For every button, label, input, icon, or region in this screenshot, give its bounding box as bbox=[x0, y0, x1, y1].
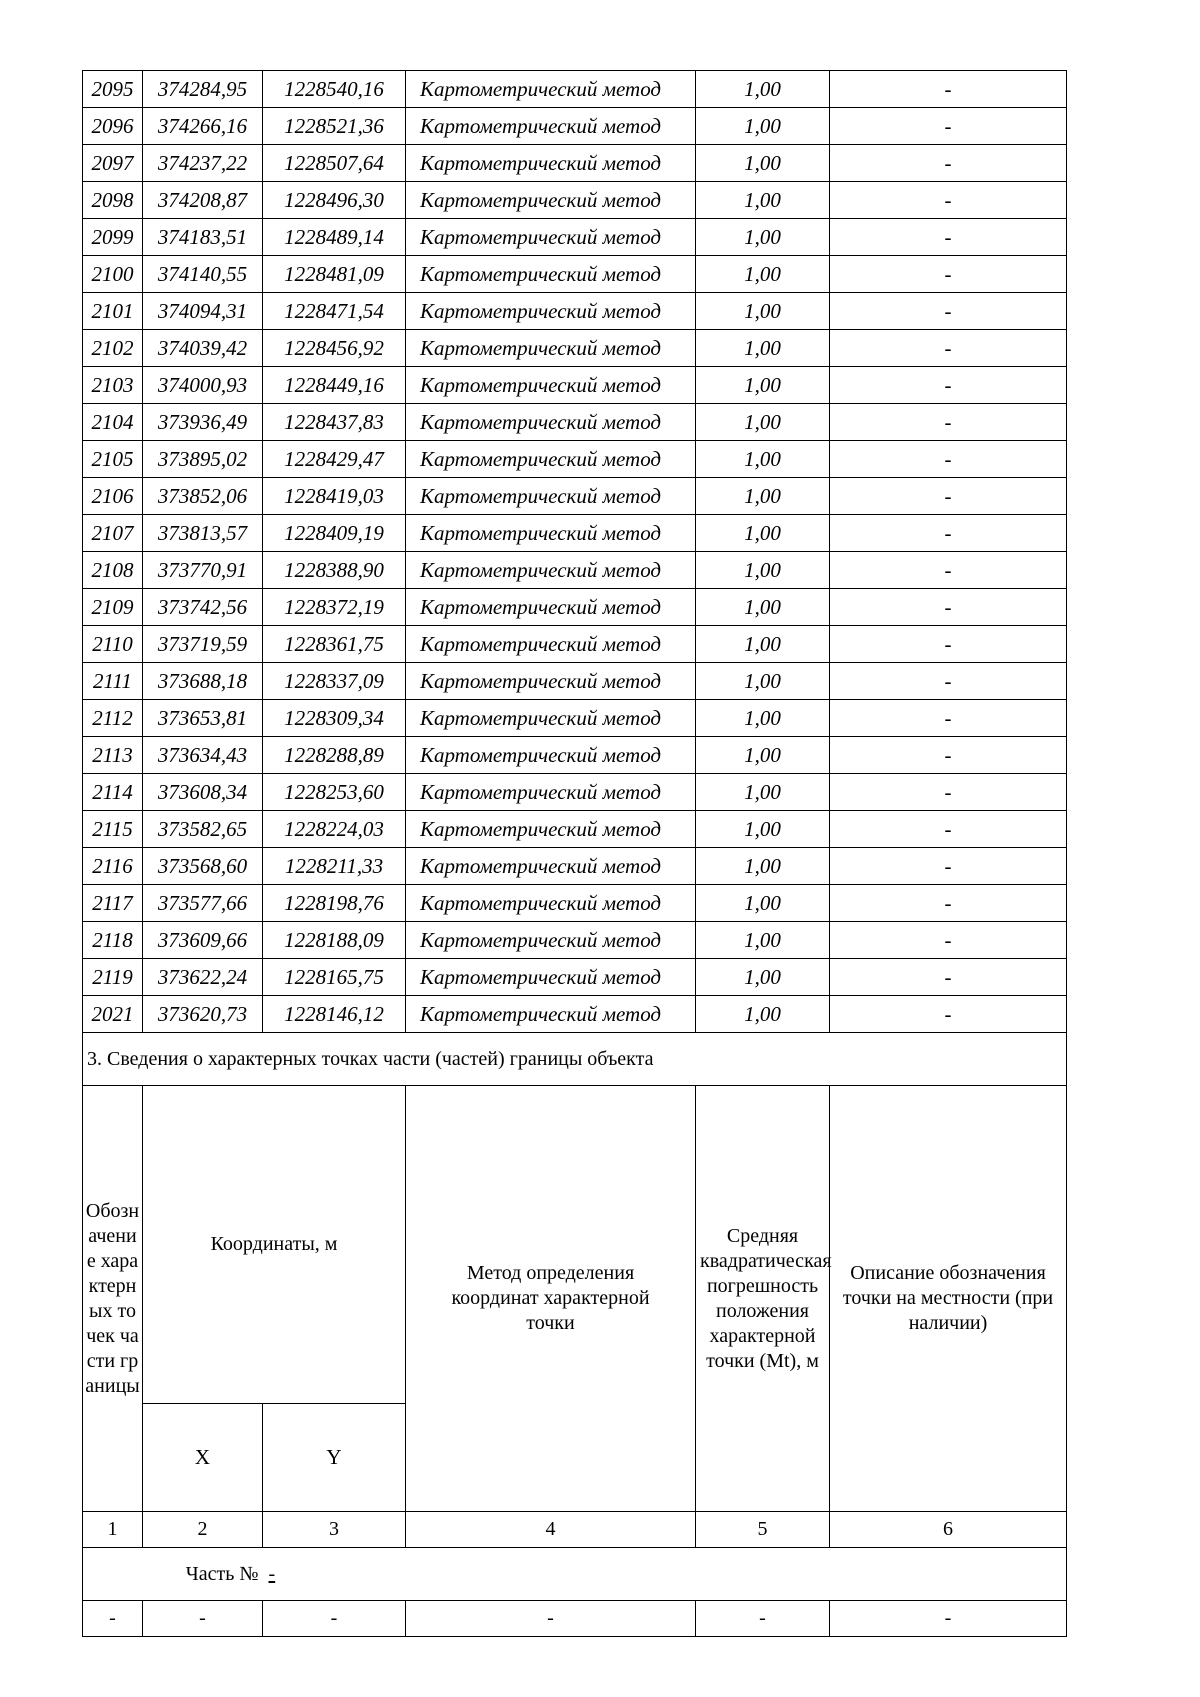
mt-cell: 1,00 bbox=[696, 737, 830, 774]
table-row bbox=[83, 885, 1067, 922]
point-number: 2118 bbox=[83, 922, 143, 959]
coordinates-table bbox=[82, 70, 1067, 1637]
description-cell: - bbox=[830, 848, 1067, 885]
mt-cell: 1,00 bbox=[696, 293, 830, 330]
description-cell: - bbox=[830, 626, 1067, 663]
table-row bbox=[83, 145, 1067, 182]
point-number: 2098 bbox=[83, 182, 143, 219]
description-cell: - bbox=[830, 478, 1067, 515]
coord-x: 374237,22 bbox=[143, 145, 263, 182]
method-cell: Картометрический метод bbox=[406, 404, 696, 441]
method-cell: Картометрический метод bbox=[406, 774, 696, 811]
coord-x: 373577,66 bbox=[143, 885, 263, 922]
coord-y: 1228456,92 bbox=[263, 330, 406, 367]
table-row bbox=[83, 700, 1067, 737]
header-coordinates: Координаты, м bbox=[143, 1086, 406, 1404]
method-cell: Картометрический метод bbox=[406, 552, 696, 589]
header-designation: Обозначение характерных точек части границы bbox=[83, 1086, 143, 1512]
column-number: 2 bbox=[143, 1512, 263, 1548]
table-row bbox=[83, 256, 1067, 293]
table-row bbox=[83, 478, 1067, 515]
point-number: 2115 bbox=[83, 811, 143, 848]
table-row bbox=[83, 441, 1067, 478]
coord-x: 373653,81 bbox=[143, 700, 263, 737]
header-mt: Средняя квадратическая погрешность положения характерной точки (Mt), м bbox=[696, 1086, 830, 1512]
mt-cell: 1,00 bbox=[696, 626, 830, 663]
part-label: Часть № bbox=[83, 1548, 263, 1601]
coord-y: 1228337,09 bbox=[263, 663, 406, 700]
coord-y: 1228481,09 bbox=[263, 256, 406, 293]
coord-x: 373582,65 bbox=[143, 811, 263, 848]
table-row bbox=[83, 589, 1067, 626]
coord-y: 1228449,16 bbox=[263, 367, 406, 404]
point-number: 2116 bbox=[83, 848, 143, 885]
coord-y: 1228361,75 bbox=[263, 626, 406, 663]
method-cell: Картометрический метод bbox=[406, 663, 696, 700]
empty-cell: - bbox=[696, 1601, 830, 1637]
coord-y: 1228253,60 bbox=[263, 774, 406, 811]
mt-cell: 1,00 bbox=[696, 404, 830, 441]
table-row bbox=[83, 182, 1067, 219]
mt-cell: 1,00 bbox=[696, 663, 830, 700]
table-row bbox=[83, 811, 1067, 848]
coord-x: 373608,34 bbox=[143, 774, 263, 811]
table-row bbox=[83, 293, 1067, 330]
coord-y: 1228211,33 bbox=[263, 848, 406, 885]
table-row bbox=[83, 404, 1067, 441]
method-cell: Картометрический метод bbox=[406, 293, 696, 330]
mt-cell: 1,00 bbox=[696, 219, 830, 256]
description-cell: - bbox=[830, 589, 1067, 626]
mt-cell: 1,00 bbox=[696, 996, 830, 1033]
coord-x: 373634,43 bbox=[143, 737, 263, 774]
column-number: 3 bbox=[263, 1512, 406, 1548]
table-row bbox=[83, 108, 1067, 145]
description-cell: - bbox=[830, 293, 1067, 330]
description-cell: - bbox=[830, 441, 1067, 478]
method-cell: Картометрический метод bbox=[406, 626, 696, 663]
column-number: 5 bbox=[696, 1512, 830, 1548]
point-number: 2103 bbox=[83, 367, 143, 404]
table-row bbox=[83, 774, 1067, 811]
mt-cell: 1,00 bbox=[696, 441, 830, 478]
coord-y: 1228521,36 bbox=[263, 108, 406, 145]
mt-cell: 1,00 bbox=[696, 552, 830, 589]
mt-cell: 1,00 bbox=[696, 108, 830, 145]
method-cell: Картометрический метод bbox=[406, 589, 696, 626]
coord-y: 1228471,54 bbox=[263, 293, 406, 330]
method-cell: Картометрический метод bbox=[406, 515, 696, 552]
point-number: 2107 bbox=[83, 515, 143, 552]
point-number: 2108 bbox=[83, 552, 143, 589]
coord-y: 1228165,75 bbox=[263, 959, 406, 996]
method-cell: Картометрический метод bbox=[406, 996, 696, 1033]
description-cell: - bbox=[830, 219, 1067, 256]
mt-cell: 1,00 bbox=[696, 922, 830, 959]
point-number: 2105 bbox=[83, 441, 143, 478]
method-cell: Картометрический метод bbox=[406, 256, 696, 293]
method-cell: Картометрический метод bbox=[406, 922, 696, 959]
point-number: 2106 bbox=[83, 478, 143, 515]
table-row bbox=[83, 515, 1067, 552]
header-method: Метод определения координат характерной точки bbox=[406, 1086, 696, 1512]
description-cell: - bbox=[830, 811, 1067, 848]
point-number: 2100 bbox=[83, 256, 143, 293]
method-cell: Картометрический метод bbox=[406, 811, 696, 848]
coord-y: 1228288,89 bbox=[263, 737, 406, 774]
point-number: 2119 bbox=[83, 959, 143, 996]
description-cell: - bbox=[830, 108, 1067, 145]
coord-x: 374039,42 bbox=[143, 330, 263, 367]
coord-y: 1228198,76 bbox=[263, 885, 406, 922]
coord-x: 374094,31 bbox=[143, 293, 263, 330]
header-x: X bbox=[143, 1404, 263, 1512]
column-number: 4 bbox=[406, 1512, 696, 1548]
point-number: 2113 bbox=[83, 737, 143, 774]
description-cell: - bbox=[830, 71, 1067, 108]
point-number: 2099 bbox=[83, 219, 143, 256]
method-cell: Картометрический метод bbox=[406, 108, 696, 145]
point-number: 2095 bbox=[83, 71, 143, 108]
point-number: 2109 bbox=[83, 589, 143, 626]
table-row bbox=[83, 737, 1067, 774]
coord-y: 1228507,64 bbox=[263, 145, 406, 182]
mt-cell: 1,00 bbox=[696, 515, 830, 552]
coord-y: 1228224,03 bbox=[263, 811, 406, 848]
mt-cell: 1,00 bbox=[696, 367, 830, 404]
mt-cell: 1,00 bbox=[696, 182, 830, 219]
method-cell: Картометрический метод bbox=[406, 219, 696, 256]
table-row bbox=[83, 219, 1067, 256]
description-cell: - bbox=[830, 404, 1067, 441]
empty-part-row bbox=[83, 1601, 1067, 1637]
coord-x: 373770,91 bbox=[143, 552, 263, 589]
coord-y: 1228372,19 bbox=[263, 589, 406, 626]
description-cell: - bbox=[830, 182, 1067, 219]
method-cell: Картометрический метод bbox=[406, 737, 696, 774]
description-cell: - bbox=[830, 885, 1067, 922]
point-number: 2021 bbox=[83, 996, 143, 1033]
header-y: Y bbox=[263, 1404, 406, 1512]
table-row bbox=[83, 330, 1067, 367]
method-cell: Картометрический метод bbox=[406, 700, 696, 737]
description-cell: - bbox=[830, 256, 1067, 293]
empty-cell: - bbox=[406, 1601, 696, 1637]
table-row bbox=[83, 959, 1067, 996]
mt-cell: 1,00 bbox=[696, 71, 830, 108]
point-number: 2112 bbox=[83, 700, 143, 737]
mt-cell: 1,00 bbox=[696, 700, 830, 737]
table-row bbox=[83, 71, 1067, 108]
method-cell: Картометрический метод bbox=[406, 441, 696, 478]
coord-x: 373622,24 bbox=[143, 959, 263, 996]
coord-y: 1228188,09 bbox=[263, 922, 406, 959]
table-row bbox=[83, 626, 1067, 663]
column-number: 6 bbox=[830, 1512, 1067, 1548]
column-number: 1 bbox=[83, 1512, 143, 1548]
method-cell: Картометрический метод bbox=[406, 848, 696, 885]
empty-cell: - bbox=[263, 1601, 406, 1637]
coord-x: 374140,55 bbox=[143, 256, 263, 293]
method-cell: Картометрический метод bbox=[406, 71, 696, 108]
coord-x: 373742,56 bbox=[143, 589, 263, 626]
mt-cell: 1,00 bbox=[696, 478, 830, 515]
table-row bbox=[83, 996, 1067, 1033]
description-cell: - bbox=[830, 330, 1067, 367]
column-number-row bbox=[83, 1512, 1067, 1548]
empty-cell: - bbox=[143, 1601, 263, 1637]
coord-x: 373813,57 bbox=[143, 515, 263, 552]
mt-cell: 1,00 bbox=[696, 330, 830, 367]
table-row bbox=[83, 367, 1067, 404]
part-row bbox=[83, 1548, 1067, 1601]
coord-x: 373719,59 bbox=[143, 626, 263, 663]
description-cell: - bbox=[830, 700, 1067, 737]
mt-cell: 1,00 bbox=[696, 848, 830, 885]
mt-cell: 1,00 bbox=[696, 774, 830, 811]
coord-x: 373936,49 bbox=[143, 404, 263, 441]
method-cell: Картометрический метод bbox=[406, 885, 696, 922]
method-cell: Картометрический метод bbox=[406, 330, 696, 367]
section3-title: 3. Сведения о характерных точках части (частей) границы объекта bbox=[83, 1033, 1067, 1086]
mt-cell: 1,00 bbox=[696, 145, 830, 182]
mt-cell: 1,00 bbox=[696, 959, 830, 996]
method-cell: Картометрический метод bbox=[406, 182, 696, 219]
description-cell: - bbox=[830, 922, 1067, 959]
table-row bbox=[83, 922, 1067, 959]
point-number: 2111 bbox=[83, 663, 143, 700]
description-cell: - bbox=[830, 515, 1067, 552]
coord-y: 1228388,90 bbox=[263, 552, 406, 589]
description-cell: - bbox=[830, 552, 1067, 589]
point-number: 2114 bbox=[83, 774, 143, 811]
description-cell: - bbox=[830, 663, 1067, 700]
coord-y: 1228496,30 bbox=[263, 182, 406, 219]
coord-y: 1228489,14 bbox=[263, 219, 406, 256]
coord-x: 374284,95 bbox=[143, 71, 263, 108]
table-row bbox=[83, 552, 1067, 589]
description-cell: - bbox=[830, 737, 1067, 774]
coord-x: 373852,06 bbox=[143, 478, 263, 515]
empty-cell: - bbox=[83, 1601, 143, 1637]
coord-x: 373688,18 bbox=[143, 663, 263, 700]
coord-y: 1228540,16 bbox=[263, 71, 406, 108]
coord-x: 373895,02 bbox=[143, 441, 263, 478]
coord-x: 373620,73 bbox=[143, 996, 263, 1033]
coord-y: 1228429,47 bbox=[263, 441, 406, 478]
coord-y: 1228309,34 bbox=[263, 700, 406, 737]
description-cell: - bbox=[830, 145, 1067, 182]
mt-cell: 1,00 bbox=[696, 811, 830, 848]
coord-x: 373568,60 bbox=[143, 848, 263, 885]
point-number: 2104 bbox=[83, 404, 143, 441]
point-number: 2097 bbox=[83, 145, 143, 182]
coord-x: 374183,51 bbox=[143, 219, 263, 256]
coord-x: 373609,66 bbox=[143, 922, 263, 959]
method-cell: Картометрический метод bbox=[406, 959, 696, 996]
section3-body bbox=[83, 1033, 1067, 1637]
point-number: 2110 bbox=[83, 626, 143, 663]
point-number: 2096 bbox=[83, 108, 143, 145]
mt-cell: 1,00 bbox=[696, 589, 830, 626]
description-cell: - bbox=[830, 996, 1067, 1033]
table-row bbox=[83, 663, 1067, 700]
description-cell: - bbox=[830, 774, 1067, 811]
points-table-body bbox=[83, 71, 1067, 1033]
point-number: 2102 bbox=[83, 330, 143, 367]
coord-y: 1228419,03 bbox=[263, 478, 406, 515]
coord-y: 1228437,83 bbox=[263, 404, 406, 441]
empty-cell: - bbox=[830, 1601, 1067, 1637]
mt-cell: 1,00 bbox=[696, 885, 830, 922]
description-cell: - bbox=[830, 959, 1067, 996]
coord-x: 374208,87 bbox=[143, 182, 263, 219]
coord-x: 374000,93 bbox=[143, 367, 263, 404]
description-cell: - bbox=[830, 367, 1067, 404]
table-row bbox=[83, 848, 1067, 885]
method-cell: Картометрический метод bbox=[406, 478, 696, 515]
mt-cell: 1,00 bbox=[696, 256, 830, 293]
point-number: 2117 bbox=[83, 885, 143, 922]
header-description: Описание обозначения точки на местности (при наличии) bbox=[830, 1086, 1067, 1512]
method-cell: Картометрический метод bbox=[406, 145, 696, 182]
coord-x: 374266,16 bbox=[143, 108, 263, 145]
part-value: - bbox=[263, 1548, 1067, 1601]
coord-y: 1228409,19 bbox=[263, 515, 406, 552]
coord-y: 1228146,12 bbox=[263, 996, 406, 1033]
point-number: 2101 bbox=[83, 293, 143, 330]
method-cell: Картометрический метод bbox=[406, 367, 696, 404]
